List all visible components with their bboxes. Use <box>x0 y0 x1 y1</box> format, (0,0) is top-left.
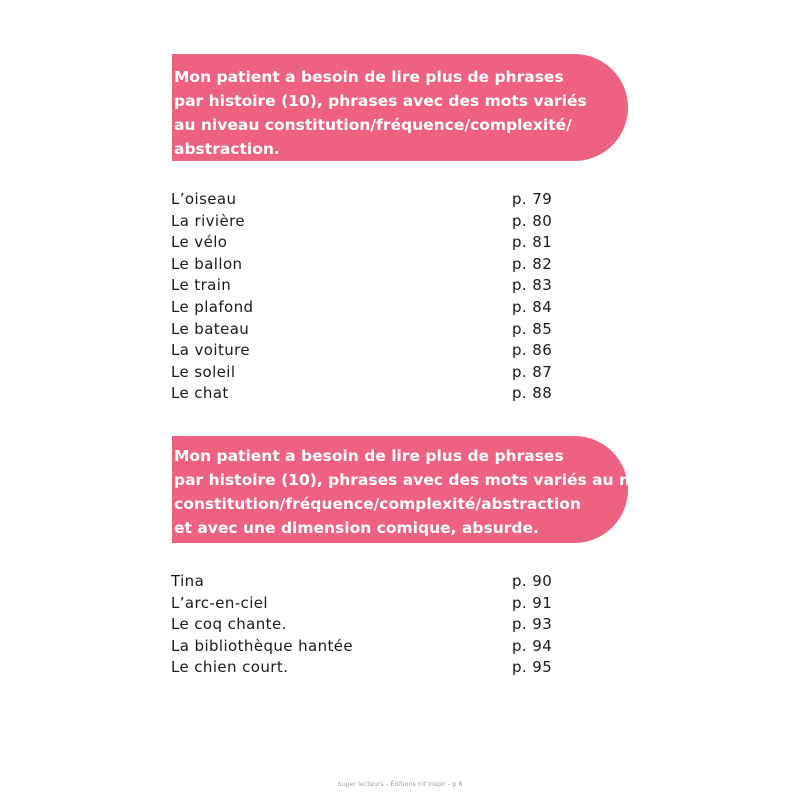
banner-line: par histoire (10), phrases avec des mots variés au niveau <box>174 471 678 489</box>
list-item <box>171 593 553 615</box>
story-title: Le train <box>171 276 232 295</box>
story-title: La bibliothèque hantée <box>171 636 354 655</box>
banner-line: et avec une dimension comique, absurde. <box>174 519 539 537</box>
banner-line: Mon patient a besoin de lire plus de phrases <box>174 68 564 86</box>
page-number: p. 81 <box>512 233 553 252</box>
story-title: Le plafond <box>171 297 254 316</box>
page-number: p. 79 <box>512 190 553 208</box>
story-title: Le vélo <box>171 233 228 252</box>
page-number: p. 91 <box>512 593 553 612</box>
banner-line: au niveau constitution/fréquence/complexité/ <box>174 116 572 134</box>
story-title: La voiture <box>171 341 250 360</box>
page-number: p. 95 <box>512 658 553 677</box>
page-number: p. 88 <box>512 384 553 403</box>
list-item <box>171 189 553 211</box>
section-2-banner <box>172 436 678 543</box>
list-item <box>171 383 553 405</box>
banner-line: Mon patient a besoin de lire plus de phrases <box>174 447 564 465</box>
page-number: p. 93 <box>512 615 553 634</box>
page-number: p. 94 <box>512 636 553 655</box>
banner-line: abstraction. <box>174 140 280 158</box>
section-1-banner <box>172 54 628 161</box>
page-number: p. 82 <box>512 254 553 273</box>
list-item <box>171 571 553 593</box>
page-number: p. 80 <box>512 211 553 230</box>
page-number: p. 84 <box>512 297 553 316</box>
story-title: L’arc-en-ciel <box>171 593 268 612</box>
story-title: Le chat <box>171 384 229 403</box>
list-item <box>171 254 553 276</box>
list-item <box>171 614 553 636</box>
banner-line: constitution/fréquence/complexité/abstraction <box>174 495 581 513</box>
list-item <box>171 297 553 319</box>
page-number: p. 86 <box>512 341 553 360</box>
story-title: Le ballon <box>171 254 243 273</box>
page-number: p. 85 <box>512 319 553 338</box>
section-2-story-list <box>171 571 553 679</box>
story-title: Tina <box>171 572 205 590</box>
story-title: L’oiseau <box>171 190 237 208</box>
list-item <box>171 232 553 254</box>
page-number: p. 90 <box>512 572 553 590</box>
story-title: Le coq chante. <box>171 615 287 634</box>
list-item <box>171 340 553 362</box>
list-item <box>171 211 553 233</box>
story-title: La rivière <box>171 211 245 230</box>
list-item <box>171 319 553 341</box>
page-footer: Super lecteurs - Éditions cit’inspir - p 8 <box>337 781 463 788</box>
page-number: p. 87 <box>512 362 553 381</box>
banner-line: par histoire (10), phrases avec des mots variés <box>174 92 587 110</box>
story-title: Le chien court. <box>171 658 289 677</box>
page-number: p. 83 <box>512 276 553 295</box>
story-title: Le soleil <box>171 362 236 381</box>
story-title: Le bateau <box>171 319 250 338</box>
list-item <box>171 362 553 384</box>
section-1-story-list <box>171 189 553 405</box>
list-item <box>171 275 553 297</box>
list-item <box>171 657 553 679</box>
list-item <box>171 636 553 658</box>
